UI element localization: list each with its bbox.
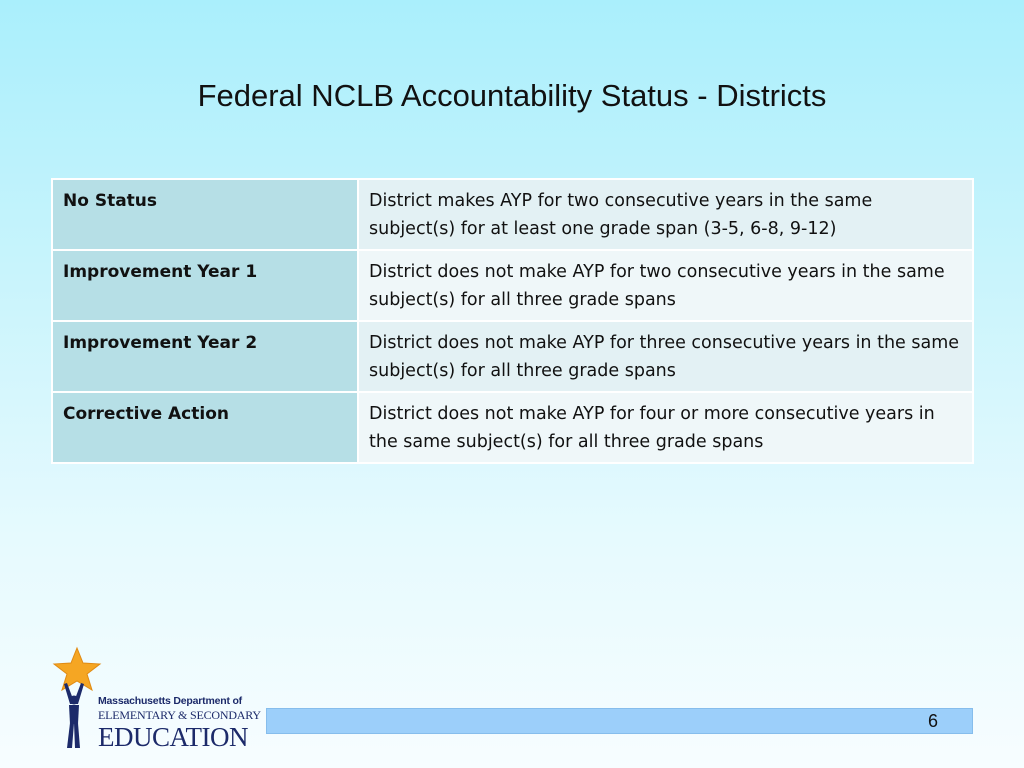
logo-text-department: Massachusetts Department of — [98, 695, 242, 707]
status-description: District makes AYP for two consecutive years in the same subject(s) for at least one grade span (3-5, 6-8, 9-12) — [358, 179, 973, 250]
table-row — [52, 392, 973, 463]
footer-bar — [266, 708, 973, 734]
status-description: District does not make AYP for three consecutive years in the same subject(s) for all three grade spans — [358, 321, 973, 392]
logo-text-subtitle: ELEMENTARY & SECONDARY — [98, 708, 261, 722]
status-table — [51, 178, 974, 464]
status-description: District does not make AYP for four or more consecutive years in the same subject(s) for all three grade spans — [358, 392, 973, 463]
table-row — [52, 321, 973, 392]
status-label: Improvement Year 2 — [52, 321, 358, 392]
table-row — [52, 250, 973, 321]
dese-logo — [50, 646, 265, 754]
table-row — [52, 179, 973, 250]
status-label: Corrective Action — [52, 392, 358, 463]
status-label: Improvement Year 1 — [52, 250, 358, 321]
status-label: No Status — [52, 179, 358, 250]
logo-text-education: EDUCATION — [98, 722, 248, 752]
page-number: 6 — [927, 711, 938, 731]
status-description: District does not make AYP for two consecutive years in the same subject(s) for all three grade spans — [358, 250, 973, 321]
slide-title: Federal NCLB Accountability Status - Districts — [197, 78, 827, 113]
